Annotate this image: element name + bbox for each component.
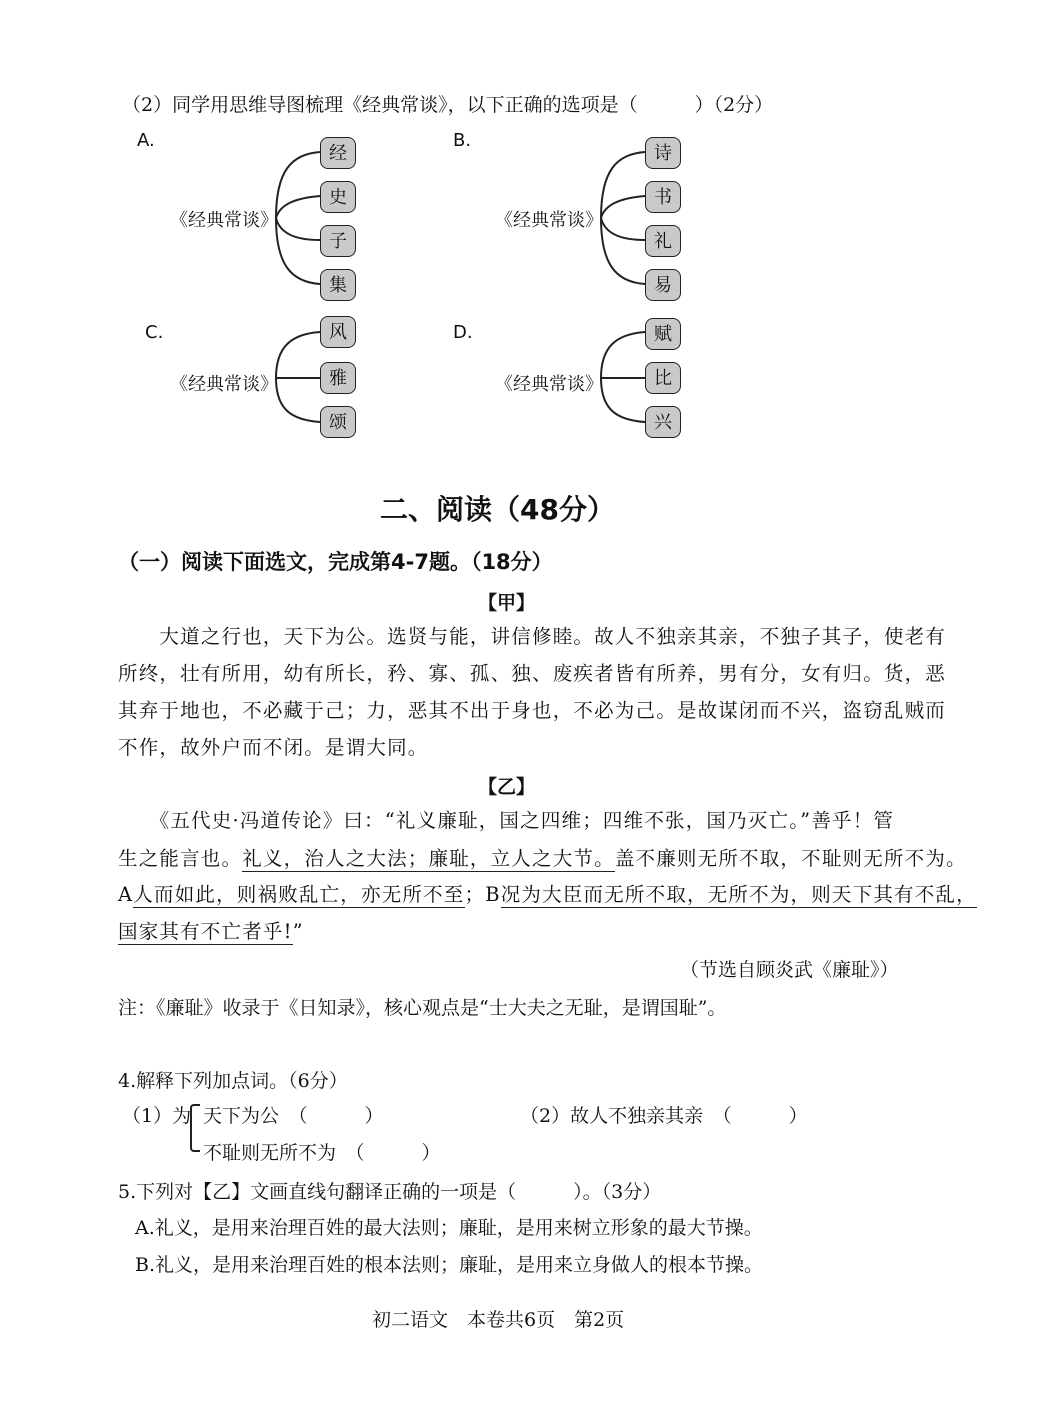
yi-text: 盖不廉则无所不取，不耻则无所不为。 [614, 847, 967, 870]
passage-yi-label: 【乙】 [478, 776, 536, 798]
q4-title: 4.解释下列加点词。（6分） [118, 1070, 348, 1092]
passage-yi-line: 《五代史·冯道传论》曰：“礼义廉耻，国之四维；四维不张，国乃灭亡。”善乎！管 [118, 809, 895, 832]
passage-jia-label: 【甲】 [478, 592, 536, 614]
option-d-node: 比 [645, 362, 681, 394]
option-d-letter: D. [453, 322, 473, 343]
option-b-root: 《经典常谈》 [495, 210, 603, 231]
q4-item1-label: （1）为 [122, 1105, 192, 1127]
option-d-node: 赋 [645, 318, 681, 350]
section-title: 二、阅读（48分） [380, 493, 615, 526]
option-c-root: 《经典常谈》 [170, 374, 278, 395]
option-b-letter: B. [453, 130, 472, 151]
yi-wavy-sentence-b-end: 国家其有不亡者乎! [118, 920, 293, 943]
option-c-node: 颂 [320, 406, 356, 438]
q5-option-b: B.礼义，是用来治理百姓的根本法则；廉耻，是用来立身做人的根本节操。 [135, 1254, 764, 1276]
option-a-node: 经 [320, 137, 356, 169]
option-b-node: 诗 [645, 137, 681, 169]
passage-jia-line: 大道之行也，天下为公。选贤与能，讲信修睦。故人不独亲其亲，不独子其子，使老有 [118, 625, 947, 648]
option-a-node: 史 [320, 181, 356, 213]
q2-prompt: （2）同学用思维导图梳理《经典常谈》，以下正确的选项是（ ）（2分） [122, 94, 774, 116]
option-d-root: 《经典常谈》 [495, 374, 603, 395]
yi-wavy-sentence-b: 况为大臣而无所不取，无所不为，则天下其有不乱， [500, 883, 977, 906]
q5-title: 5.下列对【乙】文画直线句翻译正确的一项是（ ）。（3分） [118, 1181, 662, 1203]
option-a-node: 子 [320, 225, 356, 257]
option-c-node: 雅 [320, 362, 356, 394]
yi-underlined-sentence: 礼义，治人之大法；廉耻，立人之大节。 [242, 847, 615, 870]
q4-brace [190, 1104, 200, 1152]
passage-jia-line: 不作，故外户而不闭。是谓大同。 [118, 736, 429, 759]
q4-item1-b: 不耻则无所不为 （ ） [203, 1142, 441, 1164]
yi-marker-b: ；B [464, 883, 501, 906]
option-b-node: 礼 [645, 225, 681, 257]
option-b-node: 易 [645, 269, 681, 301]
passage-source: （节选自顾炎武《廉耻》） [680, 959, 899, 981]
option-a-root: 《经典常谈》 [170, 210, 278, 231]
passage-yi-line2 [118, 840, 967, 877]
q5-option-a: A.礼义，是用来治理百姓的最大法则；廉耻，是用来树立形象的最大节操。 [135, 1217, 763, 1239]
option-c-node: 风 [320, 316, 356, 348]
option-b-node: 书 [645, 181, 681, 213]
yi-text: ” [292, 920, 304, 943]
page-footer: 初二语文 本卷共6页 第2页 [372, 1309, 625, 1331]
q4-item2: （2）故人不独亲其亲 （ ） [520, 1105, 808, 1127]
option-a-node: 集 [320, 269, 356, 301]
q4-item1-a: 天下为公 （ ） [203, 1105, 384, 1127]
passage-jia-line: 所终，壮有所用，幼有所长，矜、寡、孤、独、废疾者皆有所养，男有分，女有归。货，恶 [118, 662, 947, 685]
yi-marker-a: A [118, 883, 134, 906]
option-a-letter: A. [137, 130, 155, 151]
passage-jia-line: 其弃于地也，不必藏于己；力，恶其不出于身也，不必为己。是故谋闭而不兴，盗窃乱贼而 [118, 699, 947, 722]
yi-wavy-sentence-a: 人而如此，则祸败乱亡，亦无所不至 [133, 883, 465, 906]
section-subtitle: （一）阅读下面选文，完成第4-7题。（18分） [118, 550, 553, 574]
passage-yi-line4 [118, 913, 304, 950]
yi-text: 生之能言也。 [118, 847, 243, 870]
passage-note: 注：《廉耻》收录于《日知录》，核心观点是“士大夫之无耻，是谓国耻”。 [118, 997, 727, 1019]
passage-yi-line3 [118, 876, 977, 913]
option-d-node: 兴 [645, 406, 681, 438]
option-c-letter: C. [145, 322, 164, 343]
